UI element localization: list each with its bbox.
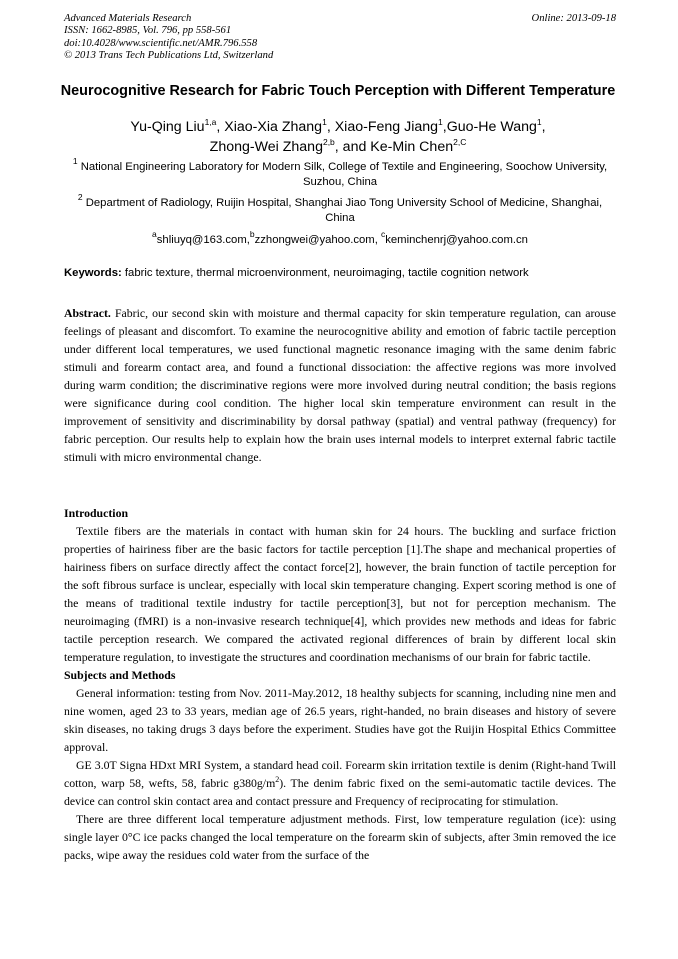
email-address[interactable]: shliuyq@163.com, xyxy=(156,234,250,246)
methods-p2-text-b: ). The denim fabric fixed on the semi-automatic tactile devices. The device can control skin contact area and contact pressure and Frequency of reciprocating for stimulation. xyxy=(64,776,616,808)
affiliation-text: National Engineering Laboratory for Modern Silk, College of Textile and Engineering, Soochow University, Suzhou, China xyxy=(80,161,608,189)
keywords-label: Keywords: xyxy=(64,267,122,279)
online-date: Online: 2013-09-18 xyxy=(531,13,616,24)
author-name: Zhong-Wei Zhang xyxy=(209,139,323,155)
author-sep: , xyxy=(326,119,335,135)
journal-name: Advanced Materials Research xyxy=(64,13,192,24)
email-address[interactable]: keminchenrj@yahoo.com.cn xyxy=(385,234,528,246)
affiliation-num: 2 xyxy=(77,192,83,202)
email-sup: b xyxy=(249,229,255,239)
journal-header xyxy=(64,13,616,63)
copyright: © 2013 Trans Tech Publications Ltd, Switzerland xyxy=(64,50,274,62)
methods-paragraph-2 xyxy=(64,756,616,810)
methods-paragraph-1: General information: testing from Nov. 2011-May.2012, 18 healthy subjects for scanning, including nine men and nine women, aged 23 to 33 years, median age of 26.5 years, right-handed, no brain diseases and history of severe skin diseases, no taking drugs 3 days before the experiment. Studies have got the Ruijin Hospital Ethics Committee approval. xyxy=(64,686,616,754)
author-name: Ke-Min Chen xyxy=(370,139,454,155)
doi: doi:10.4028/www.scientific.net/AMR.796.558 xyxy=(64,37,258,49)
author-sep: , and xyxy=(334,139,371,155)
author-sup: 1,a xyxy=(204,117,217,127)
introduction-section xyxy=(64,504,616,864)
email-address[interactable]: zzhongwei@yahoo.com, xyxy=(254,234,381,246)
introduction-text: Textile fibers are the materials in contact with human skin for 24 hours. The buckling and surface friction properties of hairiness fiber are the basic factors for tactile perception [1].The shape and mechanical properties of hairiness fibers on surface directly affect the contact force[2], however, the brain function of tactile perception for the soft fibrous surface is unclear, especially with local skin temperature changing. Expert scoring method is one of the means of traditional textile industry for tactile perception[3], but not for perception mechanism. The neuroimaging (fMRI) is a non-invasive research technique[4], which provides new methods and ideas for fabric tactile perception research. We compared the activated regional differences of brain by different local skin temperature regulation, to investigate the structures and coordination mechanisms of our brain for fabric tactile. xyxy=(64,524,616,664)
methods-heading: Subjects and Methods xyxy=(64,668,176,682)
superscript: 2 xyxy=(275,775,280,784)
author-name: Guo-He Wang xyxy=(446,119,537,135)
abstract xyxy=(64,304,616,466)
email-sup: a xyxy=(152,229,157,239)
email-sup: c xyxy=(381,229,386,239)
paper-title: Neurocognitive Research for Fabric Touch Perception with Different Temperature xyxy=(60,83,616,99)
keywords-text: fabric texture, thermal microenvironment, neuroimaging, tactile cognition network xyxy=(124,267,529,279)
introduction-heading: Introduction xyxy=(64,506,129,520)
author-sep: , xyxy=(216,119,225,135)
author-sup: 2,b xyxy=(322,137,335,147)
author-sup: 1 xyxy=(536,117,542,127)
author-name: Xiao-Feng Jiang xyxy=(334,119,439,135)
methods-paragraph-3: There are three different local temperature adjustment methods. First, low temperature regulation (ice): using single layer 0°C ice packs changed the local temperature on the forearm skin of subjects, after 3min removed the ice packs, wipe away the residues cold water from the surface of the xyxy=(64,812,616,862)
author-sep: , xyxy=(541,119,546,135)
affiliation-text: Department of Radiology, Ruijin Hospital, Shanghai Jiao Tong University School of Medicine, Shanghai, China xyxy=(85,197,603,225)
author-sep: , xyxy=(442,119,447,135)
author-sup: 1 xyxy=(438,117,443,127)
issn: ISSN: 1662-8985, Vol. 796, pp 558-561 xyxy=(64,25,232,37)
author-list xyxy=(60,117,616,157)
keywords xyxy=(64,266,616,281)
affiliation-num: 1 xyxy=(72,156,78,166)
author-name: Xiao-Xia Zhang xyxy=(224,119,323,135)
abstract-label: Abstract. xyxy=(64,306,111,320)
affiliation-2 xyxy=(64,192,616,227)
author-sup: 2,C xyxy=(453,137,467,147)
affiliation-1 xyxy=(64,156,616,191)
email-list xyxy=(64,229,616,248)
abstract-text: Fabric, our second skin with moisture and thermal capacity for skin temperature regulation, can arouse feelings of pleasant and discomfort. To examine the neurocognitive ability and emotion of fabric tactile perception under different local temperatures, we used functional magnetic resonance imaging with the same denim fabric stimuli and forearm contact area, and found a functional dissociation: the affective regions was more involved during warm condition; the discriminative regions were more involved during neutral condition; the basis regions were significance during cool condition. The higher local skin temperature environment can result in the improvement of sensitivity and discriminability by dorsal pathway (spatial) and ventral pathway (frequency) for fabric perception. Our results help to explain how the brain uses internal models to interpret external fabric tactile stimuli with micro environmental change. xyxy=(64,306,616,464)
author-name: Yu-Qing Liu xyxy=(130,119,205,135)
author-sup: 1 xyxy=(322,117,327,127)
methods-p2-text-a: GE 3.0T Signa HDxt MRI System, a standard head coil. Forearm skin irritation textile is denim (Right-hand Twill cotton, warp 58, wefts, 58, fabric g380g/m xyxy=(64,758,616,790)
